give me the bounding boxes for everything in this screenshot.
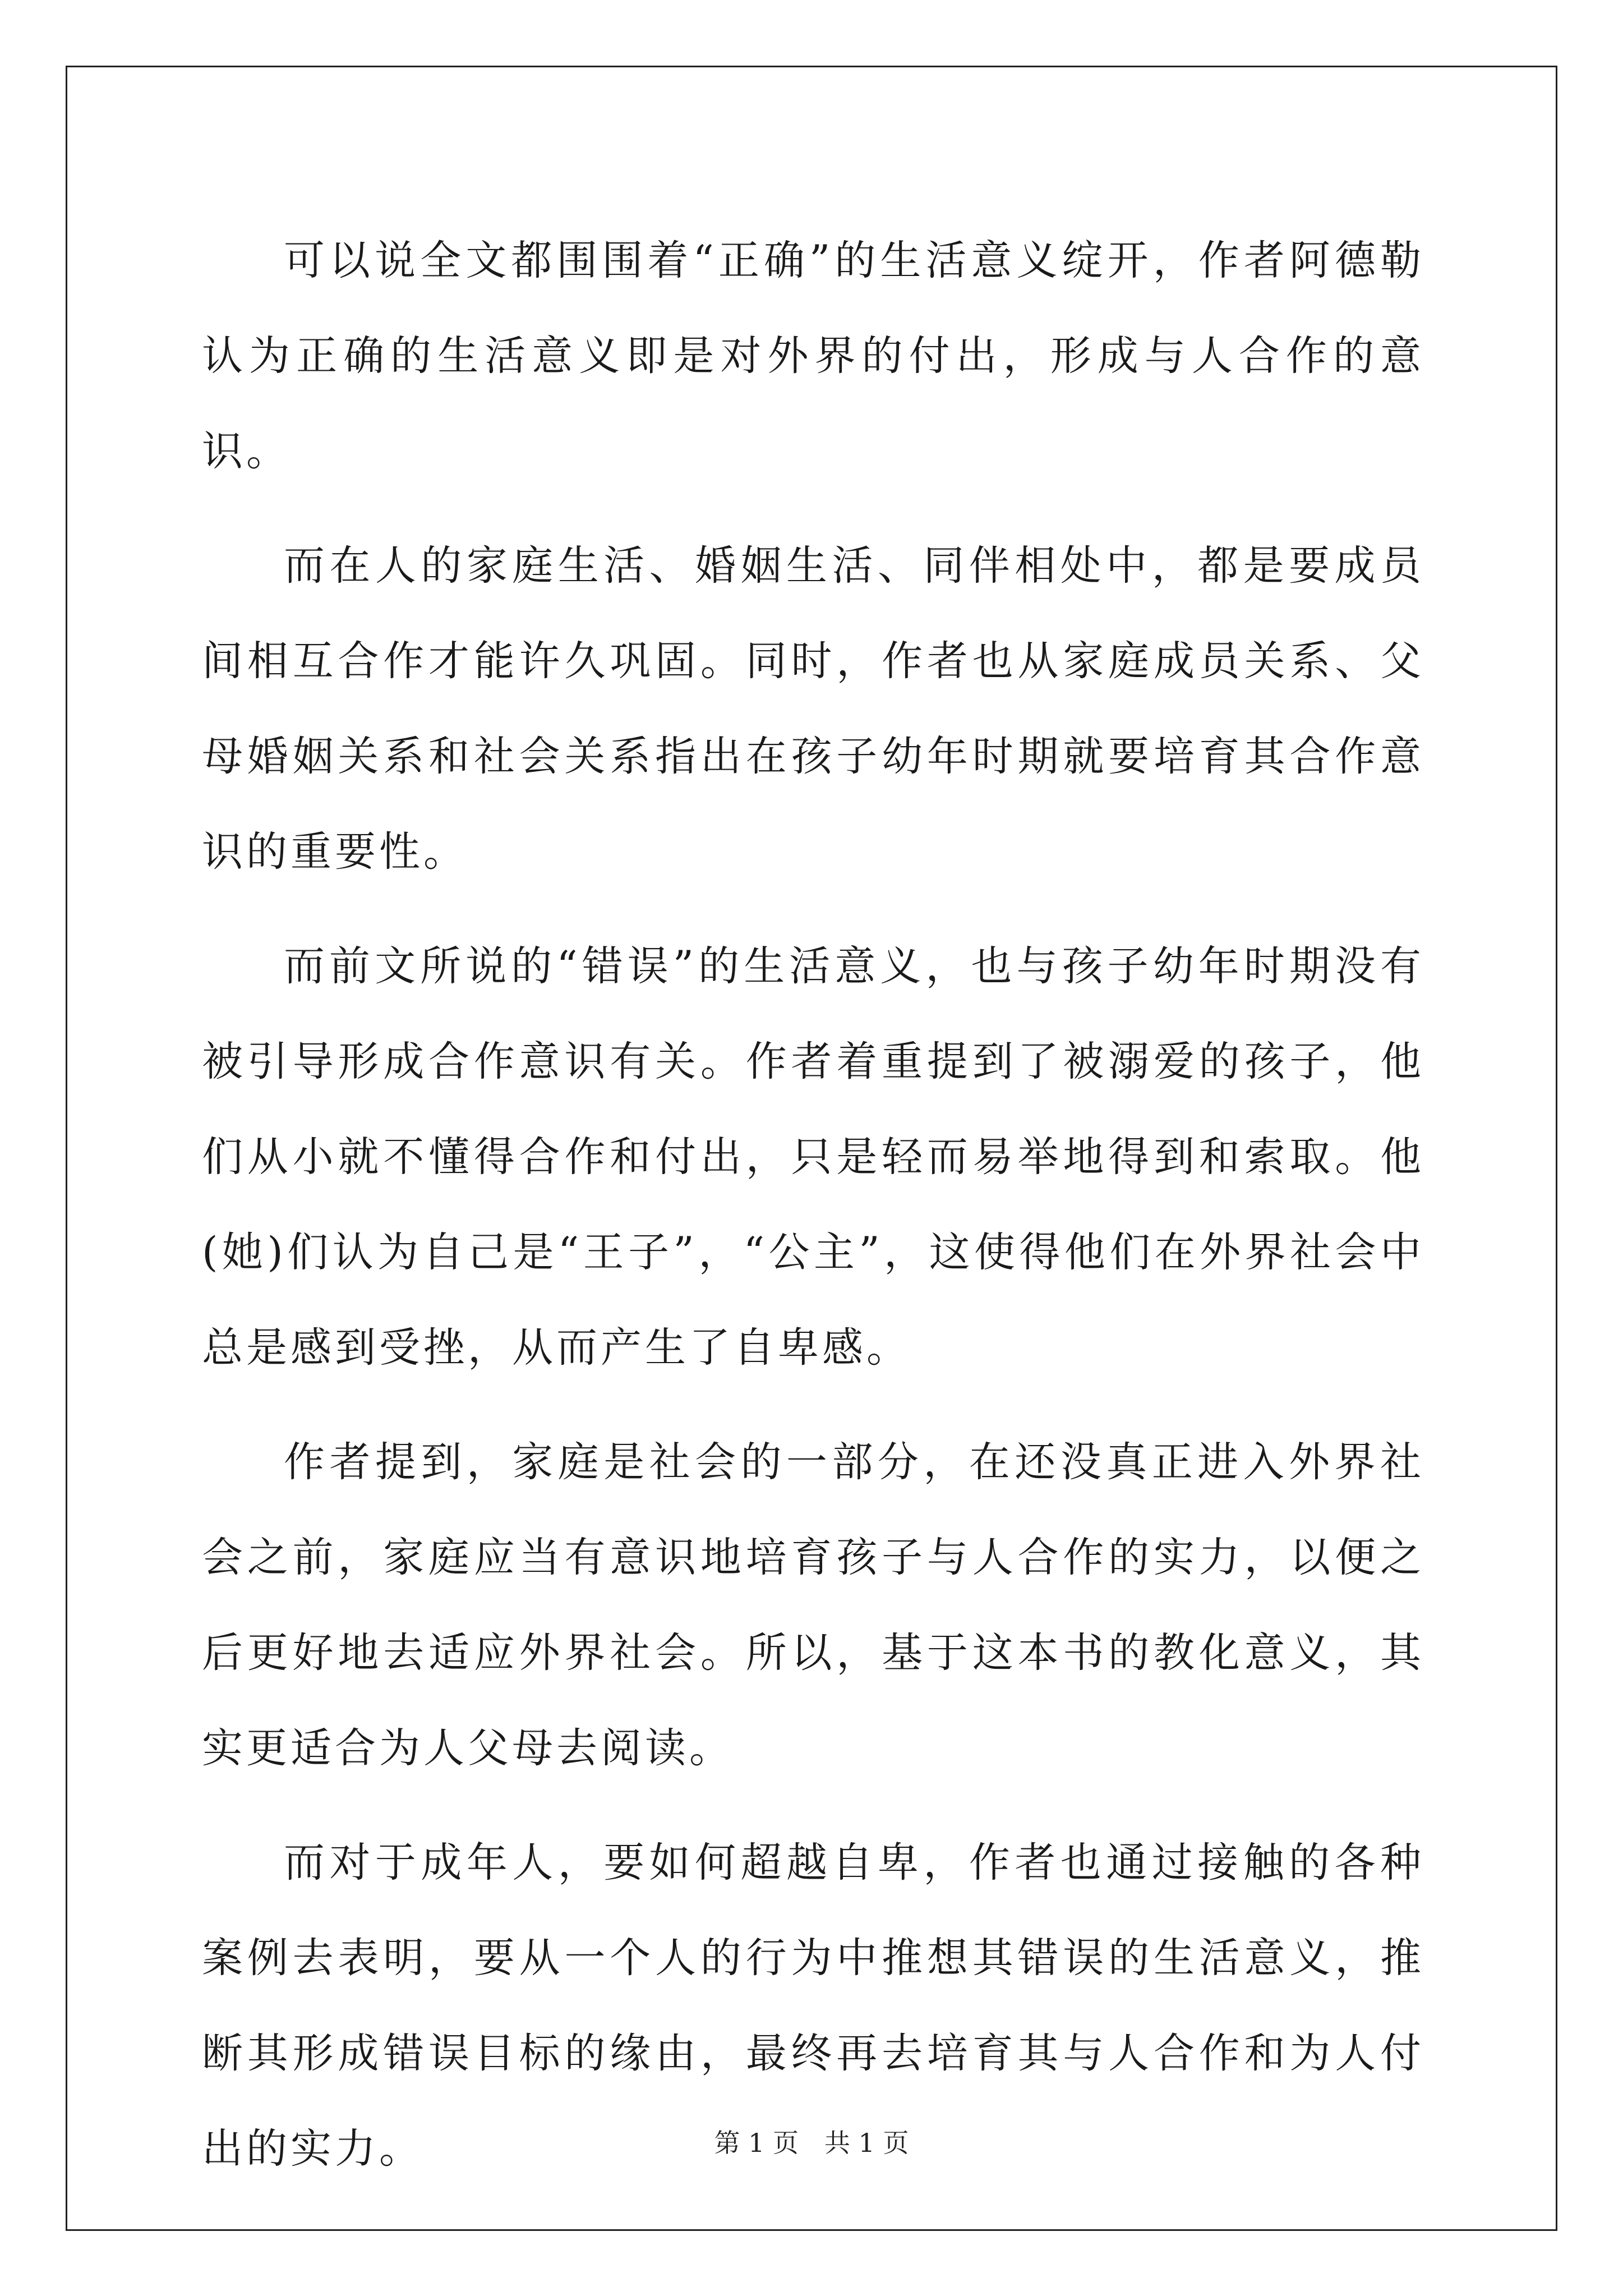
paragraph: 而前文所说的“错误”的生活意义，也与孩子幼年时期没有被引导形成合作意识有关。作者着重提到了被溺爱的孩子，他们从小就不懂得合作和付出，只是轻而易举地得到和索取。他(她)们认为自己是“王子”，“公主”，这使得他们在外界社会中总是感到受挫，从而产生了自卑感。 [202,942,1424,1372]
page-footer [0,2126,1623,2160]
paragraph: 而在人的家庭生活、婚姻生活、同伴相处中，都是要成员间相互合作才能许久巩固。同时，作者也从家庭成员关系、父母婚姻关系和社会关系指出在孩子幼年时期就要培育其合作意识的重要性。 [202,542,1424,876]
page-number: 第 1 页 共 1 页 [714,2128,909,2158]
paragraph: 作者提到，家庭是社会的一部分，在还没真正进入外界社会之前，家庭应当有意识地培育孩子与人合作的实力，以便之后更好地去适应外界社会。所以，基于这本书的教化意义，其实更适合为人父母去阅读。 [202,1438,1424,1772]
paragraph: 可以说全文都围围着“正确”的生活意义绽开，作者阿德勒认为正确的生活意义即是对外界的付出，形成与人合作的意识。 [202,237,1424,475]
document-body [202,213,1424,2216]
paragraph: 而对于成年人，要如何超越自卑，作者也通过接触的各种案例去表明，要从一个人的行为中推想其错误的生活意义，推断其形成错误目标的缘由，最终再去培育其与人合作和为人付出的实力。 [202,1839,1424,2173]
